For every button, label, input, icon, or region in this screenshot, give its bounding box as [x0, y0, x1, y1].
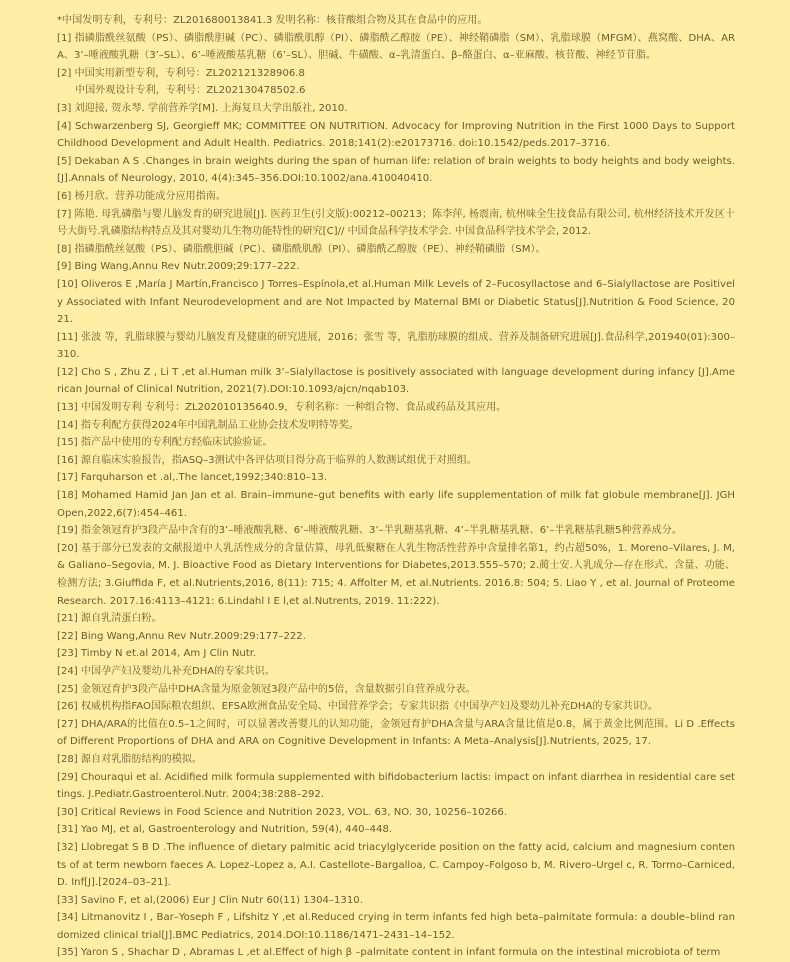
reference-29: [29] Chouraqui et al. Acidified milk formula supplemented with bifidobacterium lactis: impact on infant diarrhea in residential care settings. J.Pediatr.Gastroenterol.Nutr. 2004;38:288–292.	[57, 771, 736, 801]
reference-30: [30] Critical Reviews in Food Science and Nutrition 2023, VOL. 63, NO. 30, 10256–10266.	[57, 806, 507, 818]
reference-13: [13] 中国发明专利 专利号：ZL202010135640.9，专利名称：一种组合物、食品或药品及其应用。	[57, 402, 507, 414]
reference-16: [16] 源自临床实验报告，指ASQ–3测试中各评估项目得分高于临界的人数测试组优于对照组。	[57, 454, 478, 466]
reference-26: [26] 权威机构指FAO国际粮农组织、EFSA欧洲食品安全局、中国营养学会；专家共识指《中国孕产妇及婴幼儿补充DHA的专家共识》。	[57, 701, 658, 713]
reference-17: [17] Farquharson et .al,.The lancet,1992;340:810–13.	[57, 472, 327, 484]
reference-8: [8] 指磷脂酰丝氨酸（PS）、磷脂酰胆碱（PC）、磷脂酰肌醇（PI）、磷脂酰乙醇胺（PE）、神经鞘磷脂（SM）。	[57, 243, 546, 255]
reference-11: [11] 张波 等，乳脂球膜与婴幼儿脑发育及健康的研究进展，2016；张雪 等，乳脂肪球膜的组成、营养及制备研究进展[J].食品科学,201940(01):300–310.	[57, 331, 735, 361]
reference-6: [6] 杨月欣、营养功能成分应用指南。	[57, 190, 226, 202]
reference-25: [25] 金领冠育护3段产品中DHA含量为原金领冠3段产品中的5倍，含量数据引自营养成分表。	[57, 683, 476, 695]
reference-1: [1] 指磷脂酰丝氨酸（PS）、磷脂酰胆碱（PC）、磷脂酰肌醇（PI）、磷脂酰乙醇胺（PE）、神经鞘磷脂（SM）、乳脂球膜（MFGM）、燕窝酸、DHA、ARA、3’–唾液酸乳糖（3’–SL）、6’–唾液酸基乳糖（6’–SL）、胆碱、牛磺酸、α–乳清蛋白、β–酪蛋白、α–亚麻酸、核苷酸、神经节苷脂。	[57, 32, 735, 62]
reference-34: [34] Litmanovitz I , Bar–Yoseph F , Lifshitz Y ,et al.Reduced crying in term infants fed high beta–palmitate formula: a double–blind randomized clinical trial[J].BMC Pediatrics, 2014.DOI:10.1186/1471–2431–14–152.	[57, 912, 735, 941]
reference-2: [2] 中国实用新型专利，专利号：ZL202121328906.8	[57, 67, 305, 79]
reference-2-design-patent: 中国外观设计专利，专利号：ZL202130478502.6	[75, 85, 306, 97]
reference-19: [19] 指金领冠育护3段产品中含有的3’–唾液酸乳糖、6’–唾液酸乳糖、3’–半乳糖基乳糖、4’–半乳糖基乳糖、6’–半乳糖基乳糖5种营养成分。	[57, 525, 682, 537]
reference-14: [14] 指专利配方获得2024年中国乳制品工业协会技术发明特等奖。	[57, 419, 359, 431]
reference-star: *中国发明专利，专利号：ZL201680013841.3 发明名称：核苷酸组合物及其在食品中的应用。	[57, 15, 488, 26]
reference-18: [18] Mohamed Hamid Jan Jan et al. Brain–immune–gut benefits with early life supplementation of milk fat globule membrane[J]. JGH Open,2022,6(7):454–461.	[57, 490, 735, 519]
reference-23: [23] Timby N et.al 2014, Am J Clin Nutr.	[57, 648, 257, 660]
reference-5: [5] Dekaban A S .Changes in brain weights during the span of human life: relation of brain weights to body heights and body weights.[J].Annals of Neurology, 2010, 4(4):345–356.DOI:10.1002/ana.410040410.	[57, 155, 735, 185]
reference-12: [12] Cho S , Zhu Z , Li T ,et al.Human milk 3’–Sialyllactose is positively associated with language development during infancy [J].American Journal of Clinical Nutrition, 2021(7).DOI:10.1093/ajcn/nqab103.	[57, 366, 735, 396]
reference-3: [3] 刘迎接, 贺永琴. 学前营养学[M]. 上海复旦大学出版社, 2010.	[57, 102, 348, 114]
reference-7: [7] 陈艳. 母乳磷脂与婴儿脑发育的研究进展[J]. 医药卫生(引文版):00212–00213；陈李萍, 杨震南, 杭州味全生技食品有限公司, 杭州经济技术开发区十号大街号.乳磷脂结构特点及其对婴幼儿生物功能特性的研究[C]// 中国食品科学技术学会. 中国食品科学技术学会, 2012.	[57, 208, 735, 238]
reference-27: [27] DHA/ARA的比值在0.5–1之间时，可以显著改善婴儿的认知功能，金领冠育护DHA含量与ARA含量比值是0.8，属于黄金比例范围。Li D .Effects of Different Proportions of DHA and ARA on Cognitive Development in Infants: A Meta–Analysis[J].Nutrients, 2025, 17.	[57, 718, 735, 748]
reference-35: [35] Yaron S , Shachar D , Abramas L ,et al.Effect of high β –palmitate content in infant formula on the intestinal microbiota of term	[57, 947, 721, 959]
reference-10: [10] Oliveros E ,María J Martín,Francisco J Torres–Espínola,et al.Human Milk Levels of 2–Fucosyllactose and 6–Sialyllactose are Positively Associated with Infant Neurodevelopment and are Not Impacted by Maternal BMI or Diabetic Status[J].Nutrition & Food Science, 2021.	[57, 278, 735, 326]
reference-22: [22] Bing Wang,Annu Rev Nutr.2009:29:177–222.	[57, 630, 306, 642]
reference-20: [20] 基于部分已发表的文献报道中人乳活性成分的含量估算，母乳低聚糖在人乳生物活性营养中含量排名第1，约占超50%，1. Moreno–Vilares, J. M, & Galiano–Segovia, M. J. Bioactive Food as Dietary Interventions for Diabetes,2013.555–570; 2.蔺士安.人乳成分—存在形式、含量、功能、检测方法; 3.Giuffida F, et al.Nutrients,2016, 8(11): 715; 4. Affolter M, et al.Nutrients. 2016.8: 504; 5. Liao Y , et al. Journal of Proteome Research. 2017.16:4113–4121: 6.Lindahl I E l,et al.Nutrents, 2019. 11:222).	[57, 542, 735, 607]
reference-33: [33] Savino F, et al,(2006) Eur J Clin Nutr 60(11) 1304–1310.	[57, 894, 363, 906]
reference-15: [15] 指产品中使用的专利配方经临床试验验证。	[57, 437, 273, 449]
reference-28: [28] 源自对乳脂肪结构的模拟。	[57, 753, 203, 765]
reference-32: [32] Llobregat S B D .The influence of dietary palmitic acid triacylglyceride position on the fatty acid, calcium and magnesium contents of at term newborn faeces A. Lopez–Lopez a, A.I. Castellote–Bargalloa, C. Campoy–Folgoso b, M. Rivero–Urgel c, R. Tormo–Carniced, D. Inf[J].[2024–03–21].	[57, 841, 735, 889]
reference-31: [31] Yao MJ, et al, Gastroenterology and Nutrition, 59(4), 440–448.	[57, 824, 393, 836]
reference-9: [9] Bing Wang,Annu Rev Nutr.2009;29:177–222.	[57, 261, 300, 273]
reference-24: [24] 中国孕产妇及婴幼儿补充DHA的专家共识。	[57, 665, 275, 677]
reference-21: [21] 源自乳清蛋白粉。	[57, 613, 162, 625]
reference-4: [4] Schwarzenberg SJ, Georgieff MK; COMMITTEE ON NUTRITION. Advocacy for Improving Nutrition in the First 1000 Days to Support Childhood Development and Adult Health. Pediatrics. 2018;141(2):e20173716. doi:10.1542/peds.2017–3716.	[57, 120, 735, 150]
